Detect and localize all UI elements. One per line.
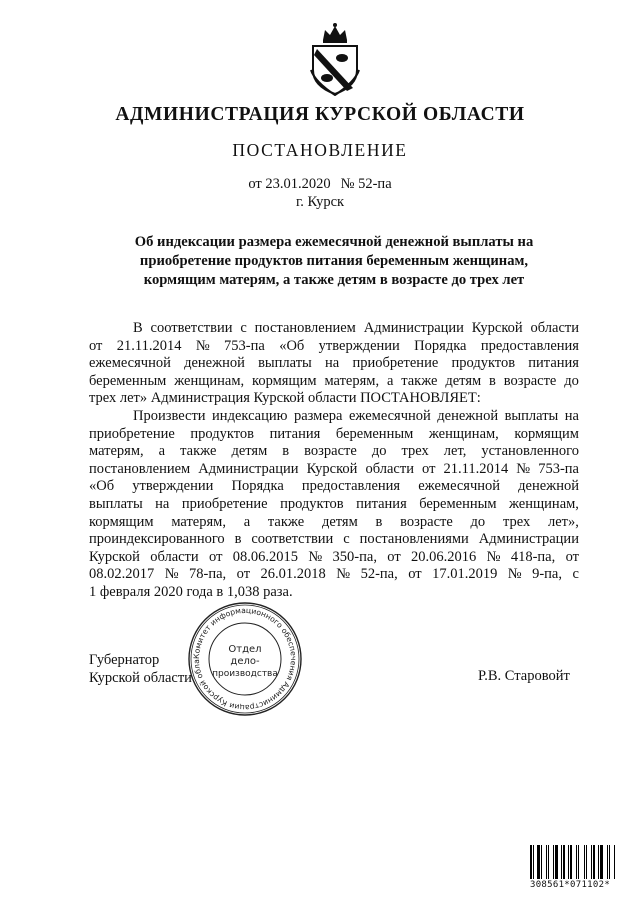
barcode-bar (537, 845, 540, 879)
barcode-bar (546, 845, 547, 879)
stamp-center-line: дело- (230, 656, 260, 667)
barcode-bar (578, 845, 579, 879)
official-stamp (186, 600, 304, 718)
barcode-bar (570, 845, 572, 879)
barcode-bar (593, 845, 595, 879)
barcode-bar (561, 845, 562, 879)
organization-name: АДМИНИСТРАЦИЯ КУРСКОЙ ОБЛАСТИ (115, 104, 525, 125)
title-line: приобретение продуктов питания беременным женщинам, (139, 253, 529, 269)
barcode-bar (559, 845, 560, 879)
barcode-bar (588, 845, 590, 879)
date-number-line (0, 176, 640, 193)
barcode-number: 308561*071102* (530, 880, 611, 890)
title-line: кормящим матерям, а также детям в возрасте до трех лет (143, 272, 525, 288)
city: г. Курск (295, 194, 345, 210)
body-line: выплаты на приобретение продуктов питания беременным женщинам, (89, 495, 579, 512)
document-title (124, 233, 544, 290)
barcode-bar (573, 845, 575, 879)
document-date: от 23.01.2020 (248, 176, 331, 192)
body-line: беременным женщинам, кормящим матерям, а также детям в возрасте до (89, 372, 579, 389)
body-line: кормящим матерям, а также детям в возрасте до трех лет», (89, 513, 579, 530)
stamp-center-line: Отдел (228, 644, 262, 655)
barcode-bar (611, 845, 613, 879)
barcode-bar (533, 845, 534, 879)
barcode-bar (535, 845, 536, 879)
barcode-bar (614, 845, 615, 879)
barcode-bar (596, 845, 597, 879)
signatory-position (89, 651, 192, 687)
body-line: проиндексированного в соответствии с постановлениями Администрации (89, 531, 579, 548)
barcode (530, 845, 624, 893)
document-body (89, 320, 579, 602)
barcode-bar (541, 845, 542, 879)
title-line: Об индексации размера ежемесячной денежной выплаты на (134, 234, 534, 250)
barcode-bar (563, 845, 565, 879)
barcode-bar (576, 845, 577, 879)
barcode-bar (591, 845, 592, 879)
barcode-bar (530, 845, 532, 879)
body-line: постановлением Администрации Курской области от 21.11.2014 № 753-па (89, 460, 579, 477)
stamp-center-line: производства (212, 669, 278, 679)
stamp-ring-text: Комитет информационного обеспечения Администрации Курской обла (191, 605, 299, 713)
barcode-bar (568, 845, 569, 879)
barcode-bar (555, 845, 558, 879)
body-line: Произвести индексацию размера ежемесячной денежной выплаты на (133, 407, 579, 424)
body-line: ежемесячной денежной выплаты на приобретение продуктов питания (89, 355, 579, 372)
barcode-bar (607, 845, 608, 879)
barcode-bar (600, 845, 603, 879)
body-line: трех лет» Администрация Курской области ПОСТАНОВЛЯЕТ: (89, 390, 481, 407)
barcode-bar (586, 845, 587, 879)
body-line: «Об утверждении Порядка предоставления ежемесячной денежной (89, 478, 579, 495)
barcode-bar (548, 845, 549, 879)
barcode-bar (553, 845, 554, 879)
body-line: приобретение продуктов питания беременным женщинам, кормящим (89, 425, 579, 442)
body-line: от 21.11.2014 № 753-па «Об утверждении Порядка предоставления (89, 337, 579, 354)
body-line: Курской области от 08.06.2015 № 350-па, от 20.06.2016 № 418-па, от (89, 548, 579, 565)
body-line: матерям, а также детям в возрасте до трех лет, установленного (89, 443, 579, 460)
barcode-bar (580, 845, 583, 879)
barcode-bar (604, 845, 606, 879)
document-type: ПОСТАНОВЛЕНИЕ (232, 140, 408, 160)
barcode-bar (550, 845, 552, 879)
document-number: № 52-па (340, 176, 392, 192)
position-line: Курской области (89, 670, 192, 686)
signatory-name: Р.В. Старовойт (478, 668, 570, 684)
barcode-bar (566, 845, 567, 879)
position-line: Губернатор (89, 652, 160, 668)
body-line: 1 февраля 2020 года в 1,038 раза. (89, 583, 293, 600)
barcode-bar (543, 845, 545, 879)
barcode-bars (530, 845, 624, 879)
barcode-bar (584, 845, 585, 879)
body-line: В соответствии с постановлением Администрации Курской области (133, 320, 579, 336)
body-line: 08.02.2017 № 78-па, от 26.01.2018 № 52-па, от 17.01.2019 № 9-па, с (89, 566, 579, 583)
barcode-bar (598, 845, 599, 879)
barcode-bar (609, 845, 610, 879)
coat-of-arms-emblem (309, 22, 361, 96)
